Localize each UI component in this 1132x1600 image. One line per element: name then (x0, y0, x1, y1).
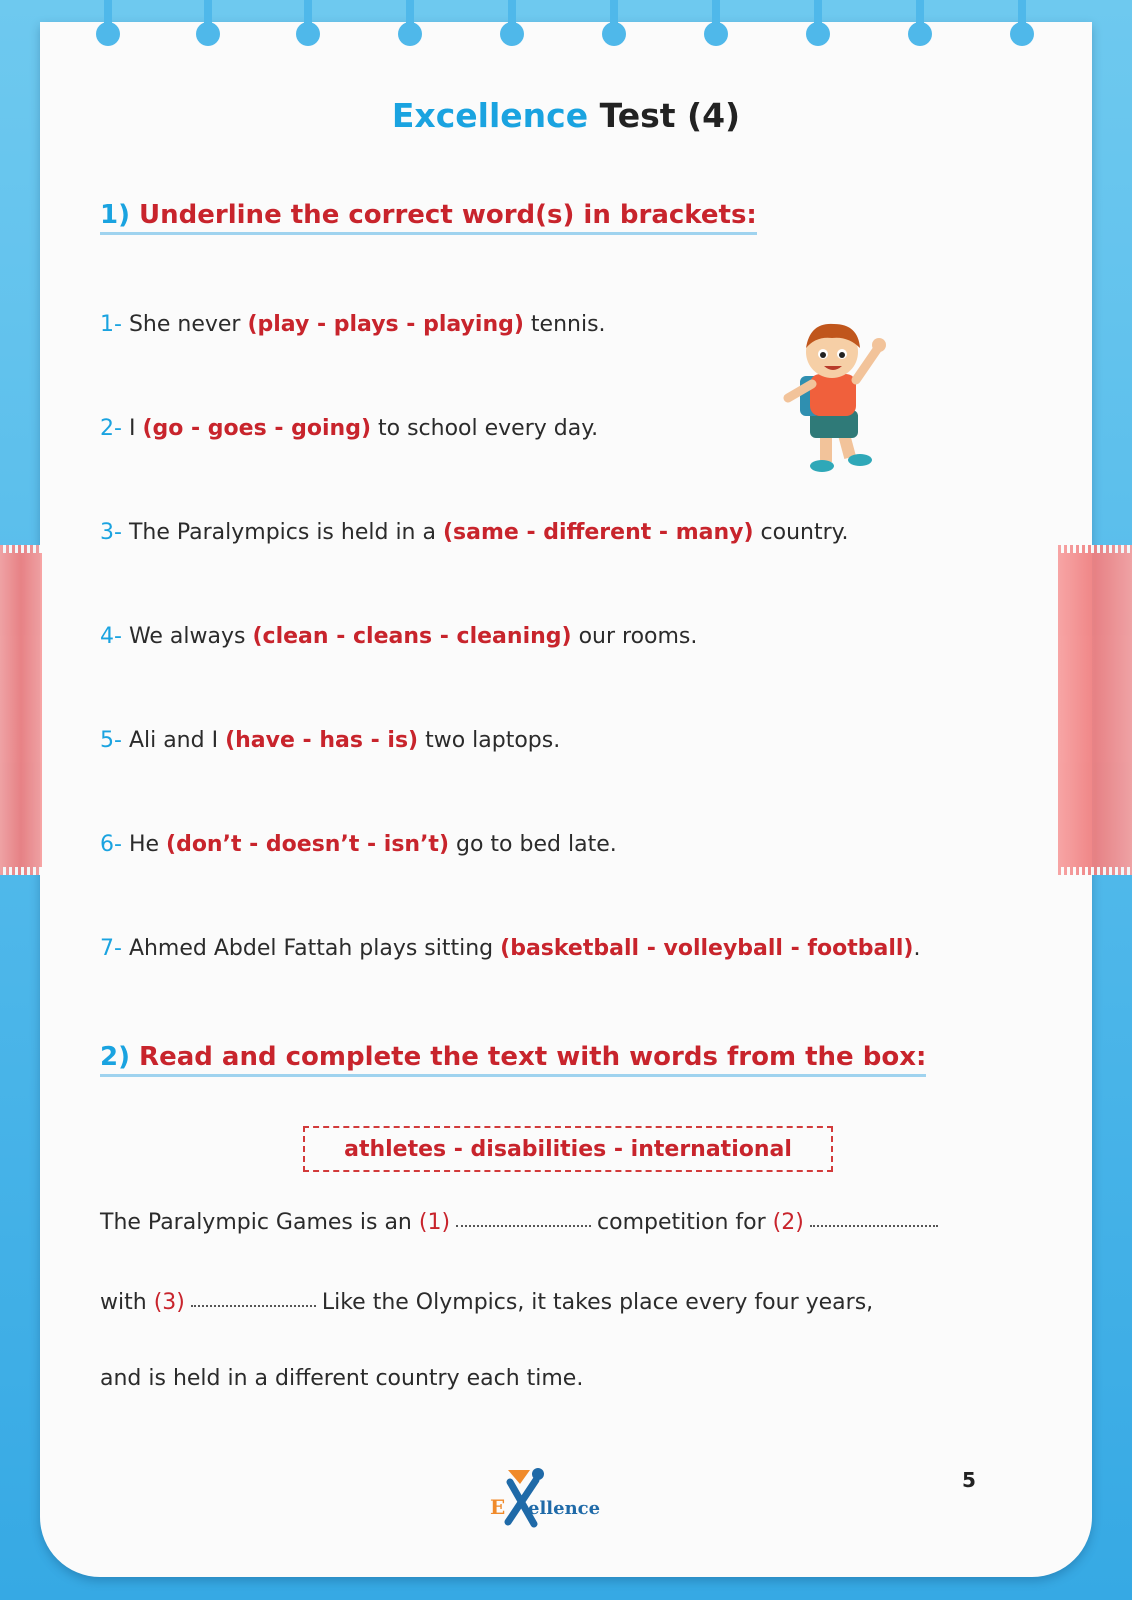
paragraph-line-1: The Paralympic Games is an (1) competition for (2) (100, 1210, 944, 1235)
blank-3[interactable] (191, 1305, 316, 1307)
logo-text: ellence (528, 1498, 601, 1519)
page-title: Excellence Test (4) (391, 96, 741, 135)
excellence-logo (490, 1462, 640, 1532)
logo-letter: E (490, 1495, 506, 1519)
left-ribbon-decoration (0, 545, 42, 875)
question-5: 5- Ali and I (have - has - is) two laptops. (100, 728, 561, 753)
question-7: 7- Ahmed Abdel Fattah plays sitting (basketball - volleyball - football). (100, 936, 921, 961)
question-1: 1- She never (play - plays - playing) tennis. (100, 312, 606, 337)
blank-1[interactable] (456, 1225, 591, 1227)
section1-heading: 1) Underline the correct word(s) in brackets: (100, 200, 757, 235)
page-number: 5 (962, 1468, 976, 1492)
paragraph-line-3: and is held in a different country each time. (100, 1366, 584, 1391)
question-2: 2- I (go - goes - going) to school every day. (100, 416, 599, 441)
question-6: 6- He (don’t - doesn’t - isn’t) go to bed late. (100, 832, 617, 857)
boy-illustration (770, 318, 890, 478)
blank-2[interactable] (810, 1225, 938, 1227)
section2-heading: 2) Read and complete the text with words from the box: (100, 1042, 926, 1077)
worksheet-page (40, 22, 1092, 1577)
right-ribbon-decoration (1058, 545, 1132, 875)
question-3: 3- The Paralympics is held in a (same - different - many) country. (100, 520, 849, 545)
question-4: 4- We always (clean - cleans - cleaning) our rooms. (100, 624, 698, 649)
paragraph-line-2: with (3) Like the Olympics, it takes place every four years, (100, 1290, 874, 1315)
word-box: athletes - disabilities - international (303, 1126, 833, 1172)
